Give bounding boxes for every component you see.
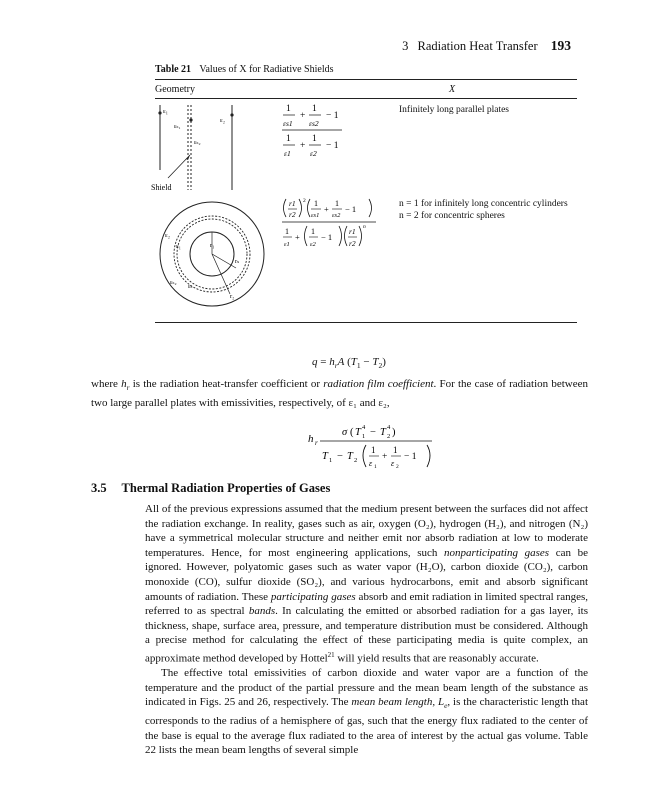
f1-minus1: − 1 — [326, 111, 339, 121]
para1-t2: is the radiation heat-transfer coefficient or — [129, 378, 324, 390]
fig2-label-e1: ε₁ — [176, 243, 181, 250]
section-body — [145, 502, 588, 758]
f2-one2: 1 — [335, 199, 339, 208]
para1-t3: . For the case of radiation between two large parallel plates with emissivities, respectively, of — [91, 378, 589, 409]
f2-es2: εs2 — [332, 212, 341, 219]
f1-den-e1: ε1 — [284, 149, 291, 158]
eq1-equals: = — [320, 356, 327, 368]
f1-den-e2: ε2 — [310, 149, 317, 158]
fig-label-shield: Shield — [151, 183, 172, 192]
p2-seg3: , is the characteristic length that corresponds to the radius of a hemisphere of gas, such that the energy flux radiated to the center of the base is equal to the average flux radiated to the area of interest by the actual gas volume. Table 22 lists the mean beam lengths of several simple — [145, 696, 589, 757]
f2-exp: 2 — [303, 198, 306, 204]
table-bottom-rule — [155, 322, 577, 323]
chapter-number: 3 — [402, 39, 409, 53]
f2-e1: ε1 — [284, 241, 290, 248]
eq2-h: h — [308, 433, 314, 445]
eq2-e1-sub: 1 — [374, 464, 377, 470]
eq2-exp2: 4 — [387, 424, 391, 431]
f2-r1: r1 — [289, 199, 296, 208]
table-caption-text: Values of X for Radiative Shields — [199, 64, 334, 75]
eq2-den-T2: T — [347, 451, 353, 462]
eq1-sub2: 2 — [378, 361, 383, 371]
eq2-minus-one: − 1 — [404, 452, 417, 462]
body-paragraph-1 — [145, 502, 588, 666]
f2-minus2: − 1 — [321, 232, 333, 242]
eq2-T1: T — [355, 427, 361, 438]
column-header-geometry: Geometry — [155, 84, 195, 95]
para1-e1: ε₁ — [348, 396, 357, 409]
f1-plus2: + — [300, 141, 306, 151]
equation-hr — [308, 420, 448, 470]
eq2-one2: 1 — [393, 445, 398, 455]
para1-t5: , — [386, 396, 390, 409]
f1-num2: 1 — [312, 104, 317, 114]
desc-spheres: n = 2 for concentric spheres — [399, 211, 505, 221]
eq2-sub2: 2 — [387, 433, 391, 440]
desc-parallel-plates: Infinitely long parallel plates — [399, 105, 510, 115]
column-header-x: X — [449, 84, 456, 95]
eq2-sub-r: r — [315, 439, 318, 447]
equation-heat-rate: $q = h_rA$ $(T_1 - T_2)$ — [312, 356, 386, 371]
shield-formula-concentric — [280, 196, 390, 268]
eq2-e2: ε — [391, 459, 395, 468]
body-paragraph-2 — [145, 666, 588, 758]
eq1-sub1: 1 — [356, 361, 361, 371]
fig2-label-es2: εₛ₂ — [170, 280, 177, 286]
p2-sub-e: e — [444, 701, 448, 711]
f2-exp-n: n — [363, 224, 366, 230]
f2-one4: 1 — [311, 227, 315, 236]
f1-num3: 1 — [286, 134, 291, 144]
page-number: 193 — [550, 38, 571, 53]
fig2-label-r1: r₁ — [210, 242, 215, 249]
f2-plus2: + — [295, 232, 300, 242]
running-header — [402, 38, 571, 54]
f2-one1: 1 — [314, 199, 318, 208]
p1-ref-21: 21 — [327, 650, 335, 659]
paragraph-radiation-coefficient — [91, 377, 588, 410]
f2-r2: r2 — [289, 210, 296, 219]
para1-sub-r: r — [126, 383, 130, 393]
p1-seg6: . In calculating the emitted or absorbed radiation for a gas layer, its thickness, shape, surface area, pressure, and temperature distribution must be considered. Although a precise method for calculating the effect of these participating media is quite complex, an approximate method developed by Hottel — [145, 605, 588, 665]
eq2-T2: T — [380, 427, 386, 438]
desc-cylinders: n = 1 for infinitely long concentric cylinders — [399, 199, 568, 209]
para1-t4: and — [356, 396, 379, 409]
f2-one3: 1 — [285, 227, 289, 236]
p1-term-bands: bands — [248, 605, 276, 618]
eq1-h: h — [329, 356, 335, 368]
fig-label-e1: ε₁ — [163, 108, 168, 115]
f1-den-es2: εs2 — [309, 119, 319, 128]
fig2-label-es: εₛ — [188, 284, 193, 290]
f1-minus2: − 1 — [326, 141, 339, 151]
eq2-lparen: ( — [350, 427, 354, 438]
table-label: Table 21 — [155, 64, 192, 75]
eq2-plus: + — [382, 452, 388, 462]
section-title: Thermal Radiation Properties of Gases — [121, 481, 331, 495]
chapter-title: Radiation Heat Transfer — [417, 39, 538, 53]
eq1-sub-r: r — [334, 361, 338, 371]
eq2-den-sub1: 1 — [329, 457, 333, 464]
eq2-one1: 1 — [371, 445, 376, 455]
eq2-exp1: 4 — [362, 424, 366, 431]
eq1-A: A — [337, 356, 345, 368]
f2-r1b: r1 — [349, 227, 356, 236]
f2-es1: εs1 — [311, 212, 320, 219]
f1-plus1: + — [300, 111, 306, 121]
para1-h: h — [121, 378, 127, 390]
f2-plus1: + — [324, 204, 329, 214]
f1-den-es1: εs1 — [283, 119, 293, 128]
p1-seg0: All of the previous expressions assumed that the medium present between the surfaces did not affect the radiation exchange. In reality, gases such as air, oxygen (O₂), hydrogen (H₂), and nitrogen (N₂) have a symmetrical molecular structure and neither emit nor absorb radiation at low to moderate temperatures. Hence, for most engineering applications, such — [145, 503, 588, 559]
para1-term: radiation film coefficient — [323, 378, 434, 390]
fig2-label-rs: rₛ — [235, 258, 240, 265]
f2-minus1: − 1 — [345, 204, 357, 214]
p1-seg4: absorb and emit radiation in limited spectral ranges, referred to as spectral — [145, 590, 588, 618]
p2-seg0: The effective total emissivities of carbon dioxide and water vapor are a function of the temperature and the product of the partial pressure and the mean beam length of the substance as indicated in Figs. 25 and 26, respectively. The — [145, 667, 588, 709]
eq1-T1: T — [350, 356, 357, 368]
para1-e2: ε₂ — [378, 396, 387, 409]
section-number: 3.5 — [91, 481, 107, 495]
f2-e2: ε2 — [310, 241, 316, 248]
fig-label-es1: εₛ₁ — [174, 124, 181, 130]
eq1-q: q — [312, 356, 318, 368]
eq2-den-minus: − — [337, 451, 343, 462]
fig-label-es2: εₛ₂ — [194, 140, 201, 146]
fig2-label-r2: r₂ — [230, 293, 235, 300]
eq2-sigma: σ — [342, 427, 348, 438]
table-caption — [155, 64, 334, 75]
eq2-den-T1: T — [322, 451, 328, 462]
shield-formula-plates — [280, 100, 380, 166]
f1-num1: 1 — [286, 104, 291, 114]
f1-num4: 1 — [312, 134, 317, 144]
p1-seg2: can be ignored. However, polyatomic gases such as water vapor (H₂O), carbon dioxide (CO₂), carbon monoxide (CO), sulfur dioxide (SO₂), and various hydrocarbons, emit and absorb significant amounts of radiation. These — [145, 546, 588, 603]
eq2-rparen: ) — [392, 427, 396, 438]
desc-concentric — [399, 198, 568, 222]
eq2-sub1: 1 — [362, 433, 366, 440]
p1-term-nonparticipating: nonparticipating gases — [444, 546, 550, 559]
table-header-rule — [155, 98, 577, 99]
eq2-e1: ε — [369, 459, 373, 468]
eq2-minus: − — [370, 427, 376, 438]
table-top-rule — [155, 79, 577, 80]
eq1-minus: − — [363, 356, 370, 368]
f2-r2b: r2 — [349, 239, 356, 248]
p1-seg8: will yield results that are reasonably accurate. — [334, 652, 539, 665]
p2-term-mean-beam: mean beam length, L — [351, 696, 445, 709]
concentric-figure — [150, 196, 272, 308]
section-heading — [91, 481, 330, 496]
para1-t1: where — [91, 378, 122, 390]
eq1-T2: T — [372, 356, 379, 368]
fig2-label-e2: ε₂ — [165, 232, 170, 239]
parallel-plates-figure — [150, 100, 260, 200]
eq2-den-sub2: 2 — [354, 457, 358, 464]
p1-term-participating: participating gases — [270, 590, 356, 603]
fig-label-e2: ε₂ — [220, 117, 225, 124]
eq2-e2-sub: 2 — [396, 464, 399, 470]
